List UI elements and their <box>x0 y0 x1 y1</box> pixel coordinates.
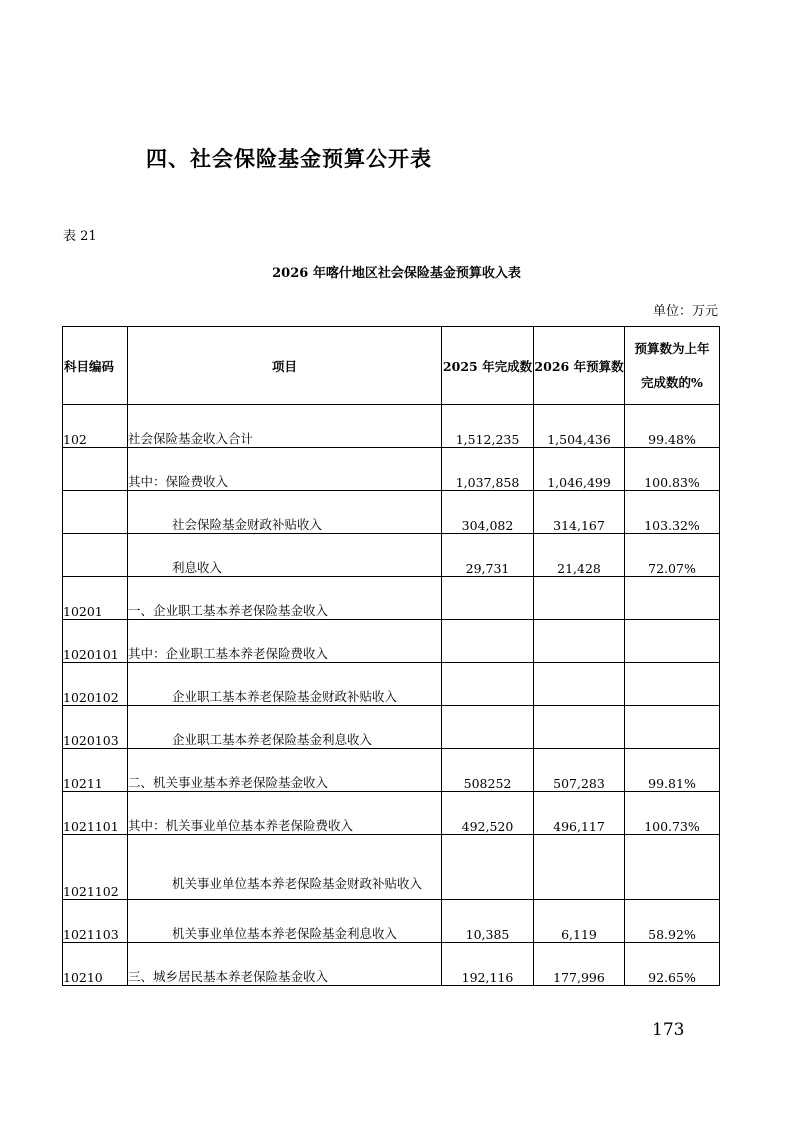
row-ratio: 72.07% <box>625 534 720 577</box>
table-row <box>63 943 720 986</box>
row-item: 企业职工基本养老保险基金财政补贴收入 <box>128 663 442 706</box>
row-item: 机关事业单位基本养老保险基金财政补贴收入 <box>128 835 442 900</box>
row-2026-value <box>534 577 625 620</box>
row-item: 三、城乡居民基本养老保险基金收入 <box>128 943 442 986</box>
row-2026-value: 6,119 <box>534 900 625 943</box>
unit-label: 单位：万元 <box>652 304 718 319</box>
row-2025-value <box>442 663 534 706</box>
header-ratio <box>625 327 720 405</box>
table-row <box>63 663 720 706</box>
row-code <box>63 448 128 491</box>
row-code: 1020101 <box>63 620 128 663</box>
row-2025-value <box>442 835 534 900</box>
row-ratio: 92.65% <box>625 943 720 986</box>
row-code: 10201 <box>63 577 128 620</box>
row-ratio <box>625 620 720 663</box>
row-2025-value: 192,116 <box>442 943 534 986</box>
row-2026-value: 314,167 <box>534 491 625 534</box>
row-ratio <box>625 577 720 620</box>
row-item: 利息收入 <box>128 534 442 577</box>
row-2026-value <box>534 663 625 706</box>
row-ratio <box>625 835 720 900</box>
header-2025-actual: 2025 年完成数 <box>442 327 534 405</box>
row-2025-value <box>442 620 534 663</box>
row-code: 10210 <box>63 943 128 986</box>
row-code: 1020103 <box>63 706 128 749</box>
header-row <box>63 327 720 405</box>
row-ratio: 100.83% <box>625 448 720 491</box>
table-row <box>63 706 720 749</box>
row-2026-value: 177,996 <box>534 943 625 986</box>
row-2025-value: 304,082 <box>442 491 534 534</box>
table-row <box>63 448 720 491</box>
row-ratio: 99.48% <box>625 405 720 448</box>
row-2026-value: 496,117 <box>534 792 625 835</box>
row-ratio: 99.81% <box>625 749 720 792</box>
row-2025-value <box>442 577 534 620</box>
row-2026-value: 1,046,499 <box>534 448 625 491</box>
header-ratio-line2: 完成数的% <box>641 374 703 390</box>
row-item: 企业职工基本养老保险基金利息收入 <box>128 706 442 749</box>
table-row <box>63 534 720 577</box>
row-code: 1021103 <box>63 900 128 943</box>
row-item: 其中：企业职工基本养老保险费收入 <box>128 620 442 663</box>
table-number: 表 21 <box>63 229 97 244</box>
table-row <box>63 792 720 835</box>
table-row <box>63 749 720 792</box>
row-ratio <box>625 663 720 706</box>
row-2025-value: 508252 <box>442 749 534 792</box>
row-code <box>63 534 128 577</box>
row-ratio: 103.32% <box>625 491 720 534</box>
table-row <box>63 900 720 943</box>
table-row <box>63 620 720 663</box>
row-2026-value <box>534 620 625 663</box>
row-code: 10211 <box>63 749 128 792</box>
row-2026-value <box>534 706 625 749</box>
row-item: 社会保险基金财政补贴收入 <box>128 491 442 534</box>
row-2026-value <box>534 835 625 900</box>
header-2026-budget: 2026 年预算数 <box>534 327 625 405</box>
row-ratio: 58.92% <box>625 900 720 943</box>
header-ratio-line1: 预算数为上年 <box>634 340 710 356</box>
row-item: 其中：机关事业单位基本养老保险费收入 <box>128 792 442 835</box>
row-ratio <box>625 706 720 749</box>
budget-income-table <box>62 326 720 986</box>
row-2026-value: 507,283 <box>534 749 625 792</box>
table-title: 2026 年喀什地区社会保险基金预算收入表 <box>272 266 521 281</box>
row-item: 一、企业职工基本养老保险基金收入 <box>128 577 442 620</box>
table-row <box>63 577 720 620</box>
row-code <box>63 491 128 534</box>
table-row <box>63 835 720 900</box>
row-2025-value <box>442 706 534 749</box>
row-item: 二、机关事业基本养老保险基金收入 <box>128 749 442 792</box>
row-item: 机关事业单位基本养老保险基金利息收入 <box>128 900 442 943</box>
row-code: 1020102 <box>63 663 128 706</box>
row-2025-value: 1,037,858 <box>442 448 534 491</box>
row-2026-value: 21,428 <box>534 534 625 577</box>
header-item: 项目 <box>128 327 442 405</box>
table-row <box>63 405 720 448</box>
section-title: 四、社会保险基金预算公开表 <box>146 146 432 171</box>
row-2025-value: 29,731 <box>442 534 534 577</box>
row-2025-value: 1,512,235 <box>442 405 534 448</box>
table-row <box>63 491 720 534</box>
page-number: 173 <box>652 1020 685 1040</box>
row-item: 社会保险基金收入合计 <box>128 405 442 448</box>
row-code: 1021101 <box>63 792 128 835</box>
row-item: 其中：保险费收入 <box>128 448 442 491</box>
header-code: 科目编码 <box>63 327 128 405</box>
row-2025-value: 10,385 <box>442 900 534 943</box>
row-2025-value: 492,520 <box>442 792 534 835</box>
row-2026-value: 1,504,436 <box>534 405 625 448</box>
row-ratio: 100.73% <box>625 792 720 835</box>
row-code: 102 <box>63 405 128 448</box>
row-code: 1021102 <box>63 835 128 900</box>
